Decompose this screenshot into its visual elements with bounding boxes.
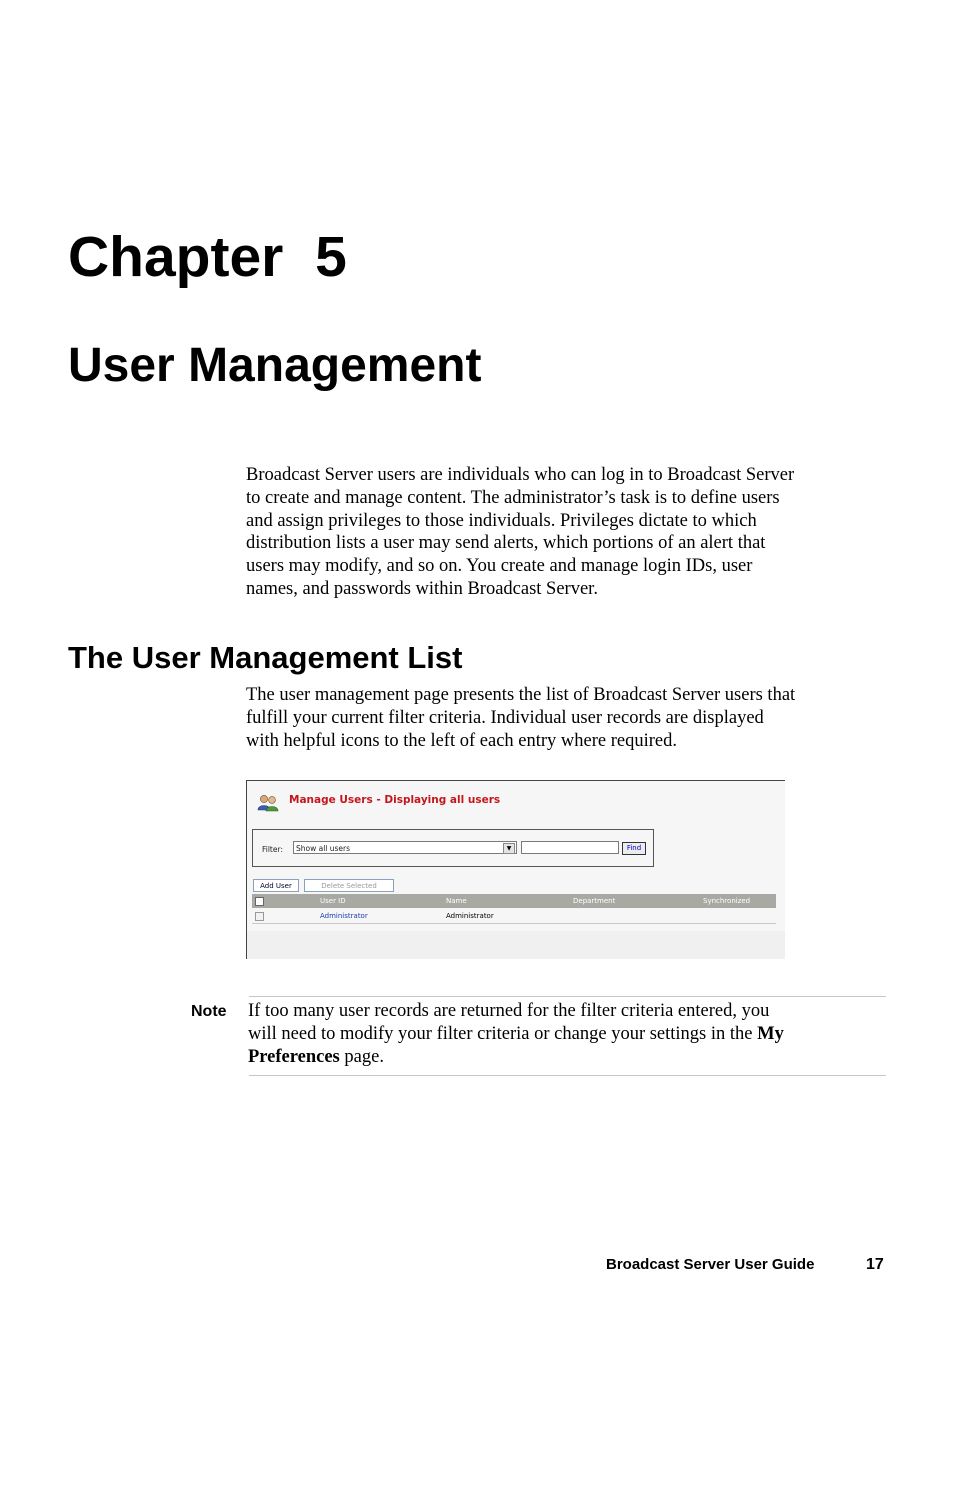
find-button[interactable]: Find	[622, 842, 646, 855]
row-checkbox[interactable]	[255, 912, 264, 921]
section-line: The user management page presents the list of Broadcast Server users that	[246, 685, 796, 705]
footer-guide-title: Broadcast Server User Guide	[606, 1256, 815, 1273]
section-line: fulfill your current filter criteria. Individual user records are displayed	[246, 707, 764, 728]
filter-panel	[252, 829, 654, 867]
users-icon	[257, 794, 279, 812]
note-line-text: will need to modify your filter criteria or change your settings in the	[248, 1023, 758, 1044]
chevron-down-icon[interactable]: ▼	[503, 843, 515, 854]
column-header-department[interactable]: Department	[573, 897, 616, 905]
section-line: with helpful icons to the left of each entry where required.	[246, 730, 677, 751]
section-paragraph	[246, 684, 896, 752]
column-header-user-id[interactable]: User ID	[320, 897, 346, 905]
page-number: 17	[866, 1256, 884, 1273]
intro-line: to create and manage content. The administrator’s task is to define users	[246, 487, 780, 508]
manage-users-title: Manage Users - Displaying all users	[289, 794, 501, 806]
chapter-number: 5	[315, 225, 347, 289]
section-heading: The User Management List	[68, 640, 463, 675]
delete-selected-button[interactable]: Delete Selected	[304, 879, 394, 892]
select-all-checkbox[interactable]	[255, 897, 264, 906]
manage-users-screenshot	[246, 780, 785, 959]
user-name-cell: Administrator	[446, 912, 494, 920]
note-label: Note	[191, 1003, 227, 1020]
note-line-text: page.	[339, 1046, 384, 1067]
note-text	[248, 1000, 888, 1068]
note-divider-bottom	[249, 1075, 886, 1076]
note-line: If too many user records are returned for the filter criteria entered, you	[248, 1001, 770, 1021]
chapter-heading	[68, 222, 347, 292]
my-preferences-ref: Preferences	[248, 1046, 340, 1067]
filter-select[interactable]	[293, 841, 517, 854]
user-id-link[interactable]: Administrator	[320, 912, 368, 920]
filter-search-input[interactable]	[521, 841, 619, 854]
users-table-header	[252, 894, 776, 908]
filter-label: Filter:	[262, 845, 283, 854]
filter-select-value: Show all users	[296, 844, 351, 853]
note-line	[248, 1023, 888, 1046]
note-divider-top	[249, 996, 886, 997]
column-header-name[interactable]: Name	[446, 897, 467, 905]
page-title: User Management	[68, 339, 482, 392]
intro-line: and assign privileges to those individuals. Privileges dictate to which	[246, 510, 757, 531]
note-line	[248, 1046, 888, 1069]
intro-line: names, and passwords within Broadcast Server.	[246, 578, 598, 599]
intro-line: users may modify, and so on. You create and manage login IDs, user	[246, 556, 753, 577]
my-preferences-ref: My	[757, 1023, 784, 1044]
intro-line: distribution lists a user may send alerts, which portions of an alert that	[246, 533, 766, 554]
add-user-button[interactable]: Add User	[253, 879, 299, 892]
table-row	[252, 909, 776, 924]
column-header-synchronized[interactable]: Synchronized	[703, 897, 751, 905]
screenshot-footer-area	[247, 931, 785, 959]
intro-paragraph	[246, 464, 896, 601]
intro-line: Broadcast Server users are individuals who can log in to Broadcast Server	[246, 465, 795, 485]
chapter-label: Chapter	[68, 225, 284, 289]
